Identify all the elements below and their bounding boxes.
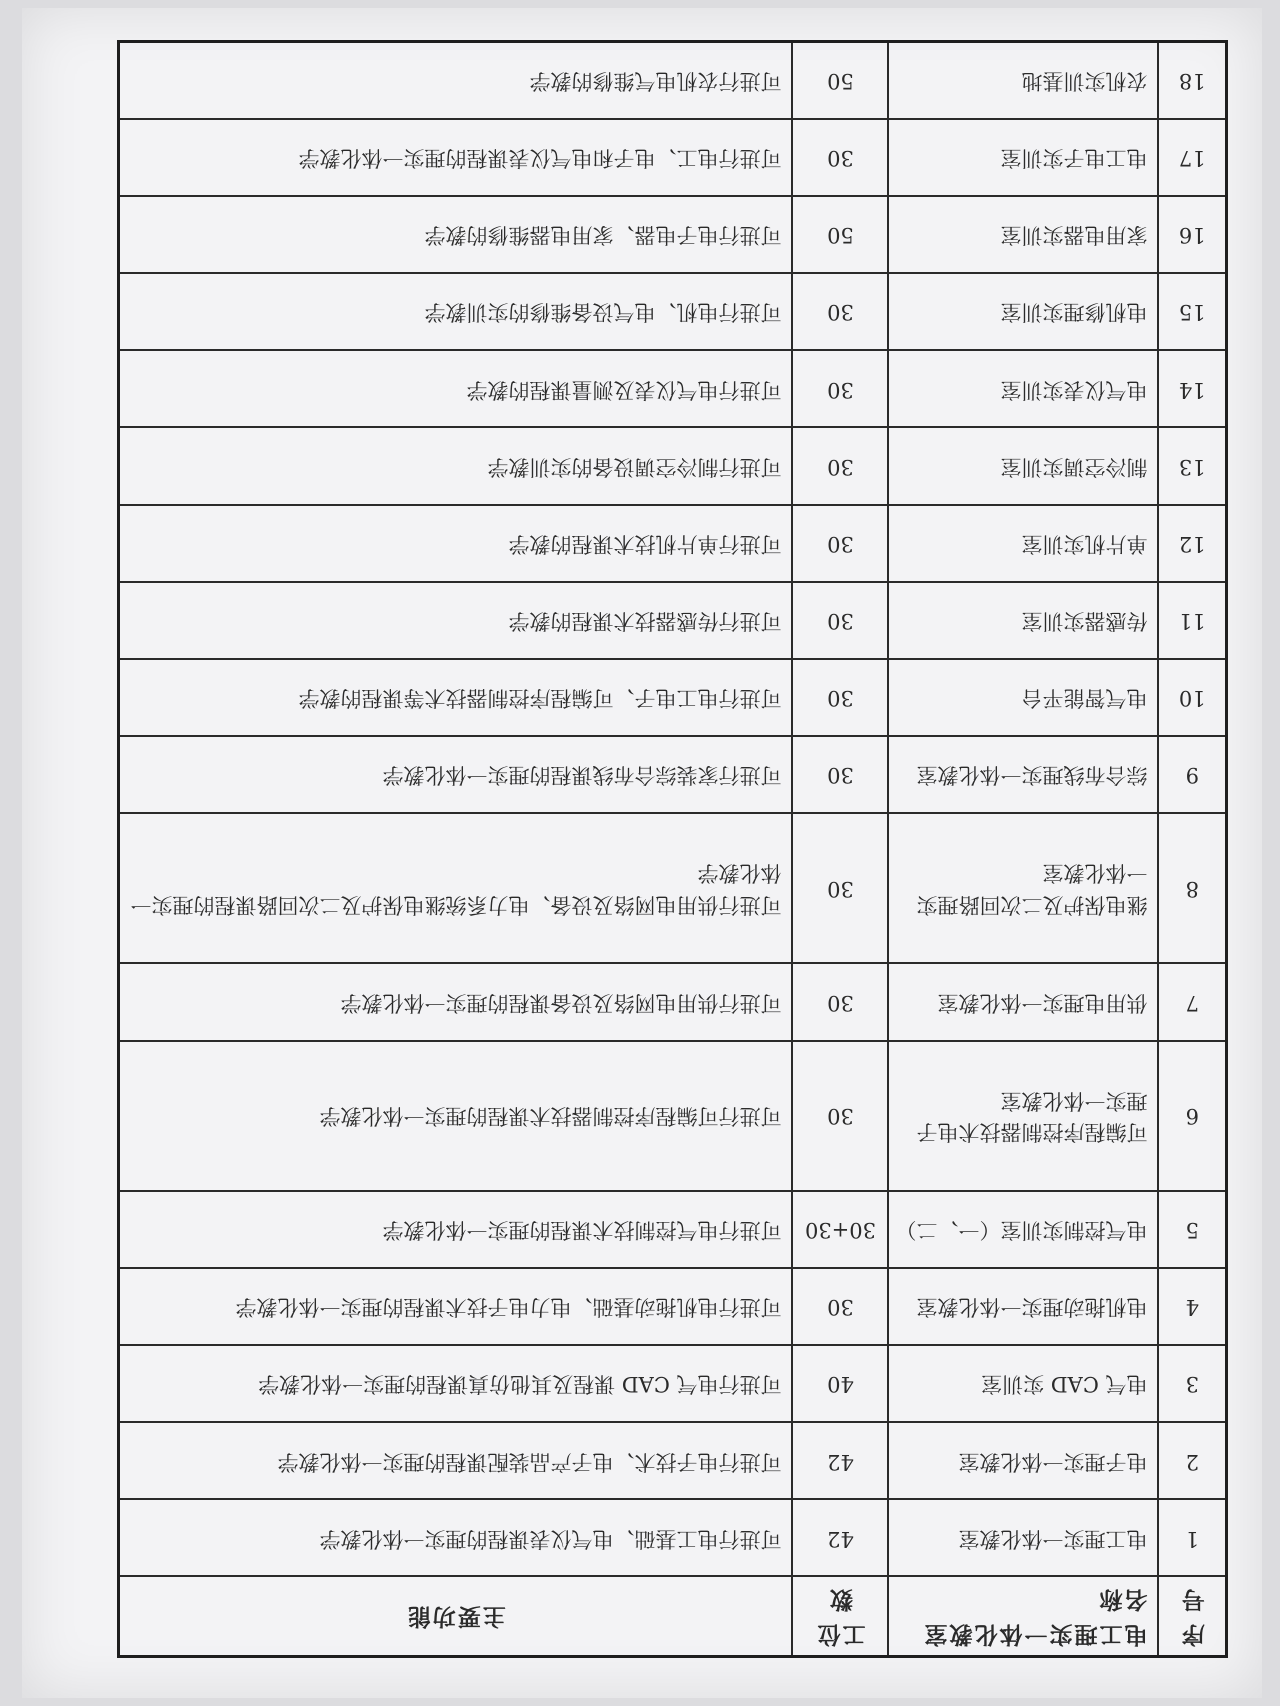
table-row [119, 1268, 1227, 1345]
cell-no: 9 [1159, 736, 1227, 813]
cell-name: 传感器实训室 [889, 582, 1159, 659]
cell-name: 电气控制实训室（一、二） [889, 1191, 1159, 1268]
cell-stations: 42 [793, 1499, 889, 1576]
cell-no: 13 [1159, 427, 1227, 504]
cell-stations: 30 [793, 427, 889, 504]
cell-name: 电机修理实训室 [889, 273, 1159, 350]
training-rooms-table [117, 40, 1228, 1658]
table-row [119, 1345, 1227, 1422]
cell-function: 可进行单片机技术课程的教学 [119, 505, 793, 582]
table-row [119, 350, 1227, 427]
cell-function: 可进行电气仪表及测量课程的教学 [119, 350, 793, 427]
table-row [119, 119, 1227, 196]
table-header-row [119, 1577, 1227, 1657]
cell-name: 农机实训基地 [889, 42, 1159, 119]
header-stations: 工位数 [793, 1577, 889, 1657]
table-row [119, 582, 1227, 659]
cell-no: 8 [1159, 813, 1227, 963]
cell-stations: 30+30 [793, 1191, 889, 1268]
cell-no: 5 [1159, 1191, 1227, 1268]
cell-no: 12 [1159, 505, 1227, 582]
header-function: 主要功能 [119, 1577, 793, 1657]
table-row [119, 736, 1227, 813]
cell-stations: 30 [793, 963, 889, 1040]
cell-name: 电气智能平台 [889, 659, 1159, 736]
cell-stations: 30 [793, 813, 889, 963]
cell-stations: 30 [793, 505, 889, 582]
cell-function: 可进行供用电网络及设备、电力系统继电保护及二次回路课程的理实一体化教学 [119, 813, 793, 963]
cell-stations: 50 [793, 196, 889, 273]
cell-name: 继电保护及二次回路理实一体化教室 [889, 813, 1159, 963]
cell-function: 可进行电气控制技术课程的理实一体化教学 [119, 1191, 793, 1268]
cell-function: 可进行传感器技术课程的教学 [119, 582, 793, 659]
cell-stations: 30 [793, 273, 889, 350]
cell-no: 14 [1159, 350, 1227, 427]
cell-no: 7 [1159, 963, 1227, 1040]
table-row [119, 1041, 1227, 1191]
cell-no: 18 [1159, 42, 1227, 119]
cell-name: 电子理实一体化教室 [889, 1422, 1159, 1499]
cell-function: 可进行家装综合布线课程的理实一体化教学 [119, 736, 793, 813]
cell-function: 可进行电机、电气设备维修的实训教学 [119, 273, 793, 350]
cell-function: 可进行电子电器、家用电器维修的教学 [119, 196, 793, 273]
cell-no: 17 [1159, 119, 1227, 196]
cell-stations: 50 [793, 42, 889, 119]
table-row [119, 196, 1227, 273]
header-no: 序号 [1159, 1577, 1227, 1657]
cell-no: 1 [1159, 1499, 1227, 1576]
cell-function: 可进行农机电气维修的教学 [119, 42, 793, 119]
table-row [119, 273, 1227, 350]
cell-function: 可进行电工电子、可编程序控制器技术等课程的教学 [119, 659, 793, 736]
cell-function: 可进行电工基础、电气仪表课程的理实一体化教学 [119, 1499, 793, 1576]
cell-function: 可进行制冷空调设备的实训教学 [119, 427, 793, 504]
cell-function: 可进行可编程序控制器技术课程的理实一体化教学 [119, 1041, 793, 1191]
cell-function: 可进行电子技术、电子产品装配课程的理实一体化教学 [119, 1422, 793, 1499]
cell-no: 2 [1159, 1422, 1227, 1499]
table-row [119, 1422, 1227, 1499]
cell-stations: 30 [793, 582, 889, 659]
cell-stations: 30 [793, 736, 889, 813]
document-page [22, 8, 1262, 1698]
cell-stations: 30 [793, 350, 889, 427]
cell-name: 制冷空调实训室 [889, 427, 1159, 504]
cell-stations: 30 [793, 119, 889, 196]
cell-function: 可进行电工、电子和电气仪表课程的理实一体化教学 [119, 119, 793, 196]
cell-stations: 42 [793, 1422, 889, 1499]
cell-stations: 30 [793, 1268, 889, 1345]
cell-name: 电工理实一体化教室 [889, 1499, 1159, 1576]
cell-stations: 30 [793, 1041, 889, 1191]
cell-name: 家用电器实训室 [889, 196, 1159, 273]
cell-no: 3 [1159, 1345, 1227, 1422]
cell-name: 供用电理实一体化教室 [889, 963, 1159, 1040]
table-row [119, 963, 1227, 1040]
cell-no: 6 [1159, 1041, 1227, 1191]
cell-function: 可进行电机拖动基础、电力电子技术课程的理实一体化教学 [119, 1268, 793, 1345]
cell-function: 可进行电气 CAD 课程及其他仿真课程的理实一体化教学 [119, 1345, 793, 1422]
table-row [119, 1191, 1227, 1268]
table-row [119, 659, 1227, 736]
rotated-table-sheet [120, 40, 1228, 1658]
table-row [119, 505, 1227, 582]
cell-function: 可进行供用电网络及设备课程的理实一体化教学 [119, 963, 793, 1040]
cell-no: 4 [1159, 1268, 1227, 1345]
cell-no: 15 [1159, 273, 1227, 350]
table-row [119, 1499, 1227, 1576]
cell-name: 综合布线理实一体化教室 [889, 736, 1159, 813]
cell-name: 电气 CAD 实训室 [889, 1345, 1159, 1422]
table-row [119, 42, 1227, 119]
cell-name: 电气仪表实训室 [889, 350, 1159, 427]
table-row [119, 427, 1227, 504]
cell-no: 11 [1159, 582, 1227, 659]
header-name: 电工理实一体化教室名称 [889, 1577, 1159, 1657]
cell-stations: 30 [793, 659, 889, 736]
cell-name: 电机拖动理实一体化教室 [889, 1268, 1159, 1345]
cell-no: 16 [1159, 196, 1227, 273]
table-row [119, 813, 1227, 963]
cell-name: 电工电子实训室 [889, 119, 1159, 196]
cell-name: 可编程序控制器技术电子理实一体化教室 [889, 1041, 1159, 1191]
cell-no: 10 [1159, 659, 1227, 736]
cell-stations: 40 [793, 1345, 889, 1422]
cell-name: 单片机实训室 [889, 505, 1159, 582]
